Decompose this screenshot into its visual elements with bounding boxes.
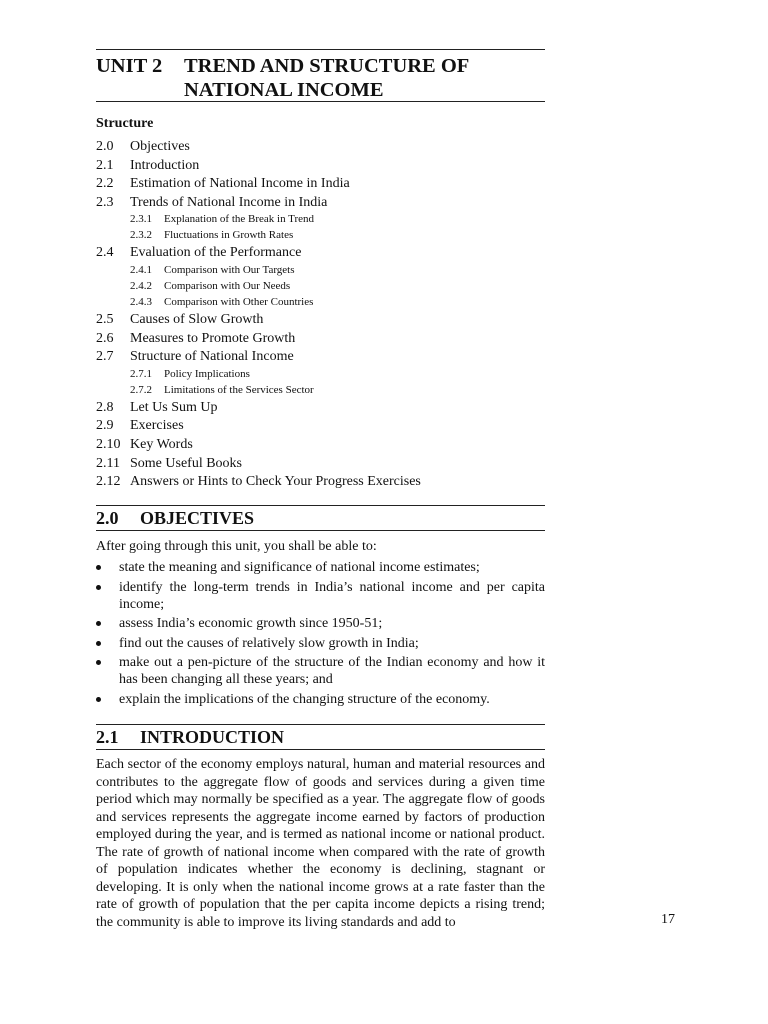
objective-item (96, 615, 545, 632)
objective-item (96, 654, 545, 688)
objective-text: assess India’s economic growth since 1950-51; (119, 616, 383, 631)
toc-item-label: Introduction (130, 157, 200, 173)
toc-item-label: Measures to Promote Growth (130, 330, 296, 346)
toc-item (96, 349, 545, 368)
toc-subitem (96, 280, 545, 296)
section-bottom-rule (96, 530, 545, 531)
toc-item-number: 2.7 (96, 349, 114, 365)
toc-item-label: Answers or Hints to Check Your Progress Exercises (130, 474, 421, 490)
toc-item-number: 2.4 (96, 245, 114, 261)
toc-item-number: 2.7.2 (130, 383, 152, 396)
unit-number: UNIT 2 (96, 55, 163, 77)
toc-item-label: Comparison with Other Countries (164, 295, 314, 308)
toc-item-label: Comparison with Our Needs (164, 279, 291, 292)
toc-item (96, 456, 545, 475)
toc-item-number: 2.10 (96, 436, 121, 452)
page-number: 17 (661, 912, 675, 927)
toc-item (96, 195, 545, 214)
introduction-text: Each sector of the economy employs natural, human and material resources and contributes to the aggregate flow of goods and services during a given time period which may normally be specified as a year. The aggregate flow of goods and services represents the aggregate income earned by factors of production employed during the year, and is termed as national income or national product. The rate of growth of national income when compared with the rate of growth of population indicates whether the economy is declining, stagnant or developing. It is only when the national income grows at a rate faster than the rate of growth of population that the per capita income depicts a rising trend; the community is able to improve its living standards and add to (96, 757, 545, 930)
bullet-icon (96, 565, 101, 570)
objective-text: identify the long-term trends in India’s national income and per capita income; (119, 579, 545, 612)
unit-title-line2: NATIONAL INCOME (184, 79, 384, 101)
toc-item-label: Policy Implications (164, 367, 250, 380)
unit-title-line1: TREND AND STRUCTURE OF (184, 55, 470, 77)
toc-item-label: Comparison with Our Targets (164, 263, 295, 276)
toc-subitem (96, 229, 545, 245)
section-top-rule (96, 505, 545, 506)
toc-item-label: Exercises (130, 418, 184, 434)
toc-subitem (96, 264, 545, 280)
toc-item-number: 2.5 (96, 311, 114, 327)
toc-item (96, 139, 545, 158)
toc-item-label: Explanation of the Break in Trend (164, 213, 315, 226)
toc-item-label: Trends of National Income in India (130, 194, 328, 210)
toc-item-label: Let Us Sum Up (130, 399, 218, 415)
objective-item (96, 691, 545, 708)
toc-subitem (96, 384, 545, 400)
toc-item-label: Some Useful Books (130, 455, 242, 471)
structure-label: Structure (96, 116, 154, 131)
table-of-contents (96, 139, 545, 493)
toc-item-label: Evaluation of the Performance (130, 245, 302, 261)
bullet-icon (96, 697, 101, 702)
toc-item (96, 331, 545, 350)
objective-item (96, 559, 545, 576)
toc-item (96, 437, 545, 456)
objectives-list (96, 559, 545, 710)
toc-item-number: 2.4.2 (130, 279, 152, 292)
toc-item-label: Objectives (130, 139, 190, 154)
section-name: INTRODUCTION (140, 727, 285, 747)
toc-item-number: 2.0 (96, 139, 114, 154)
toc-item-number: 2.12 (96, 474, 121, 490)
toc-item (96, 474, 545, 493)
objective-text: explain the implications of the changing structure of the economy. (119, 691, 490, 707)
objective-text: state the meaning and significance of national income estimates; (119, 560, 480, 575)
toc-item-number: 2.3 (96, 194, 114, 210)
toc-item (96, 158, 545, 177)
toc-item-label: Estimation of National Income in India (130, 176, 350, 192)
section-title (96, 507, 254, 529)
toc-item-number: 2.6 (96, 330, 114, 346)
toc-item-number: 2.4.3 (130, 295, 152, 308)
toc-item-number: 2.9 (96, 418, 114, 434)
toc-item (96, 312, 545, 331)
toc-subitem (96, 213, 545, 229)
toc-item-number: 2.3.2 (130, 229, 152, 242)
heading-top-rule (96, 49, 545, 50)
toc-item-number: 2.3.1 (130, 213, 152, 226)
section-name: OBJECTIVES (140, 508, 255, 528)
objectives-intro: After going through this unit, you shall be able to: (96, 539, 377, 554)
heading-bottom-rule (96, 101, 545, 102)
unit-title (96, 54, 469, 102)
bullet-icon (96, 585, 101, 590)
toc-item (96, 245, 545, 264)
toc-item-label: Causes of Slow Growth (130, 311, 264, 327)
toc-item-number: 2.4.1 (130, 263, 152, 276)
section-bottom-rule (96, 749, 545, 750)
toc-item-label: Structure of National Income (130, 349, 294, 365)
toc-item-number: 2.2 (96, 176, 114, 192)
toc-item-number: 2.11 (96, 455, 120, 471)
section-number: 2.1 (96, 727, 119, 747)
section-number: 2.0 (96, 508, 119, 528)
toc-item-label: Key Words (130, 436, 193, 452)
objective-text: make out a pen-picture of the structure of the Indian economy and how it has been changing all these years; and (119, 655, 545, 687)
toc-item (96, 400, 545, 419)
toc-subitem (96, 368, 545, 384)
section-title (96, 726, 284, 748)
bullet-icon (96, 621, 101, 626)
bullet-icon (96, 660, 101, 665)
bullet-icon (96, 641, 101, 646)
toc-subitem (96, 296, 545, 312)
toc-item (96, 418, 545, 437)
objective-text: find out the causes of relatively slow growth in India; (119, 635, 419, 651)
toc-item-number: 2.7.1 (130, 367, 152, 380)
section-top-rule (96, 724, 545, 725)
toc-item-label: Limitations of the Services Sector (164, 383, 314, 396)
objective-item (96, 635, 545, 652)
toc-item-label: Fluctuations in Growth Rates (164, 229, 294, 242)
toc-item (96, 176, 545, 195)
toc-item-number: 2.8 (96, 399, 114, 415)
toc-item-number: 2.1 (96, 157, 114, 173)
objective-item (96, 579, 545, 613)
